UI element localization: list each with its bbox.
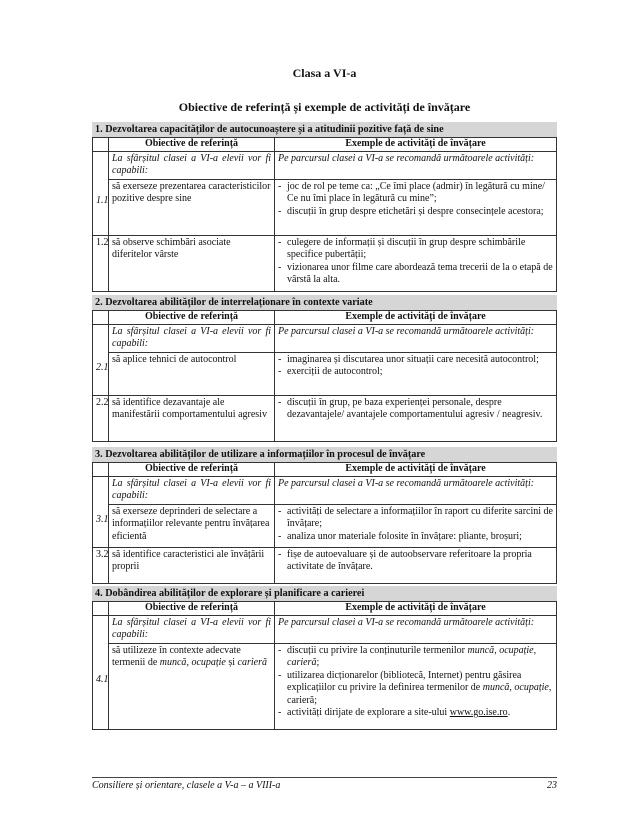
table-header-row [93,602,557,616]
footer-divider [92,777,557,778]
activity-item: - exerciții de autocontrol; [278,366,553,379]
term-munca: muncă [159,657,187,668]
page-number: 23 [547,780,557,791]
table-row [93,235,557,291]
section-heading: 3. Dezvoltarea abilităților de utilizare a informațiilor în procesul de învățare [92,447,557,462]
activities-cell [275,504,557,547]
subheader-activities: Pe parcursul clasei a VI-a se recomandă următoarele activități: [275,476,557,504]
term-cariera: carieră [237,657,267,668]
table-row [93,395,557,441]
subheader-activities: Pe parcursul clasei a VI-a se recomandă următoarele activități: [275,151,557,179]
col-header-activities: Exemple de activități de învățare [275,602,557,616]
objective-cell: să identifice caracteristici ale învățării proprii [109,547,275,583]
objectives-table [92,137,557,292]
activity-item: - vizionarea unor filme care abordează tema trecerii de la o etapă de vârstă la alta. [278,262,553,287]
table-row [93,504,557,547]
subheader-activities: Pe parcursul clasei a VI-a se recomandă următoarele activități: [275,324,557,352]
section-4 [92,586,557,730]
col-header-objectives: Obiective de referință [109,602,275,616]
table-header-row [93,138,557,152]
objective-cell: să exerseze deprinderi de selectare a informațiilor relevante pentru învățarea eficientă [109,504,275,547]
col-header-objectives: Obiective de referință [109,463,275,477]
table-subheader-row [93,151,557,179]
section-heading: 4. Dobândirea abilităților de explorare și planificare a carierei [92,586,557,601]
section-3 [92,447,557,584]
activity-item: - culegere de informații și discuții în grup despre schimbările specifice pubertății; [278,237,553,262]
objective-cell: să aplice tehnici de autocontrol [109,352,275,395]
activities-cell [275,352,557,395]
row-number: 4.1 [93,615,109,729]
activity-item: - discuții în grup despre etichetări și despre consecințele acestora; [278,206,553,219]
objective-cell: să identifice dezavantaje ale manifestării comportamentului agresiv [109,395,275,441]
section-1 [92,122,557,292]
objective-cell: să utilizeze în contexte adecvate termenii de muncă, ocupație și carieră [109,643,275,729]
table-subheader-row [93,476,557,504]
footer-text: Consiliere și orientare, clasele a V-a – a VIII-a [92,780,281,791]
row-number: 1.1 [93,151,109,235]
table-subheader-row [93,615,557,643]
subheader-objectives: La sfârșitul clasei a VI-a elevii vor fi capabili: [109,615,275,643]
objectives-table [92,310,557,442]
table-row [93,643,557,729]
row-number: 3.2 [93,547,109,583]
col-header-activities: Exemple de activități de învățare [275,311,557,325]
section-heading: 2. Dezvoltarea abilităților de interrelaționare în contexte variate [92,295,557,310]
subheader-objectives: La sfârșitul clasei a VI-a elevii vor fi capabili: [109,476,275,504]
table-row [93,547,557,583]
subheader-objectives: La sfârșitul clasei a VI-a elevii vor fi capabili: [109,151,275,179]
table-row [93,179,557,235]
class-title: Clasa a VI-a [292,66,357,80]
activity-item: - analiza unor materiale folosite în învățare: pliante, broșuri; [278,531,553,544]
row-number: 1.2 [93,235,109,291]
activity-item: - utilizarea dicționarelor (bibliotecă, Internet) pentru găsirea explicațiilor cu privire la definirea termenilor de muncă, ocupație, carieră; [278,670,553,708]
col-header-activities: Exemple de activități de învățare [275,463,557,477]
activity-item: - fișe de autoevaluare și de autoobservare referitoare la propria activitate de învățare. [278,549,553,574]
objective-cell: să observe schimbări asociate diferitelor vârste [109,235,275,291]
objective-cell: să exerseze prezentarea caracteristicilor pozitive despre sine [109,179,275,235]
activities-cell [275,547,557,583]
row-number: 3.1 [93,476,109,547]
activity-item: - imaginarea și discutarea unor situații care necesită autocontrol; [278,354,553,367]
col-header-objectives: Obiective de referință [109,311,275,325]
row-number: 2.2 [93,395,109,441]
term-ocupatie: ocupație [191,657,226,668]
objectives-table [92,601,557,730]
activities-cell [275,235,557,291]
subheader-objectives: La sfârșitul clasei a VI-a elevii vor fi capabili: [109,324,275,352]
activity-item: - discuții cu privire la conținuturile termenilor muncă, ocupație, carieră; [278,645,553,670]
activity-item: - joc de rol pe teme ca: „Ce îmi place (admir) în legătură cu mine/ Ce nu îmi place în legătură cu mine”; [278,181,553,206]
table-header-row [93,463,557,477]
subheader-activities: Pe parcursul clasei a VI-a se recomandă următoarele activități: [275,615,557,643]
activities-cell [275,395,557,441]
document-title: Obiective de referință și exemple de activități de învățare [178,100,471,114]
activities-cell [275,179,557,235]
row-number: 2.1 [93,324,109,395]
table-subheader-row [93,324,557,352]
objectives-table [92,462,557,584]
col-header-activities: Exemple de activități de învățare [275,138,557,152]
activity-item: - discuții în grup, pe baza experienței personale, despre dezavantajele/ avantajele comportamentului agresiv / neagresiv. [278,397,553,422]
activities-cell [275,643,557,729]
activity-item: - activități dirijate de explorare a site-ului www.go.ise.ro. [278,707,553,720]
website-link[interactable]: www.go.ise.ro [449,707,508,718]
section-heading: 1. Dezvoltarea capacităților de autocunoaștere și a atitudinii pozitive față de sine [92,122,557,137]
col-header-objectives: Obiective de referință [109,138,275,152]
activity-item: - activități de selectare a informațiilor în raport cu diferite sarcini de învățare; [278,506,553,531]
table-row [93,352,557,395]
section-2 [92,295,557,442]
table-header-row [93,311,557,325]
